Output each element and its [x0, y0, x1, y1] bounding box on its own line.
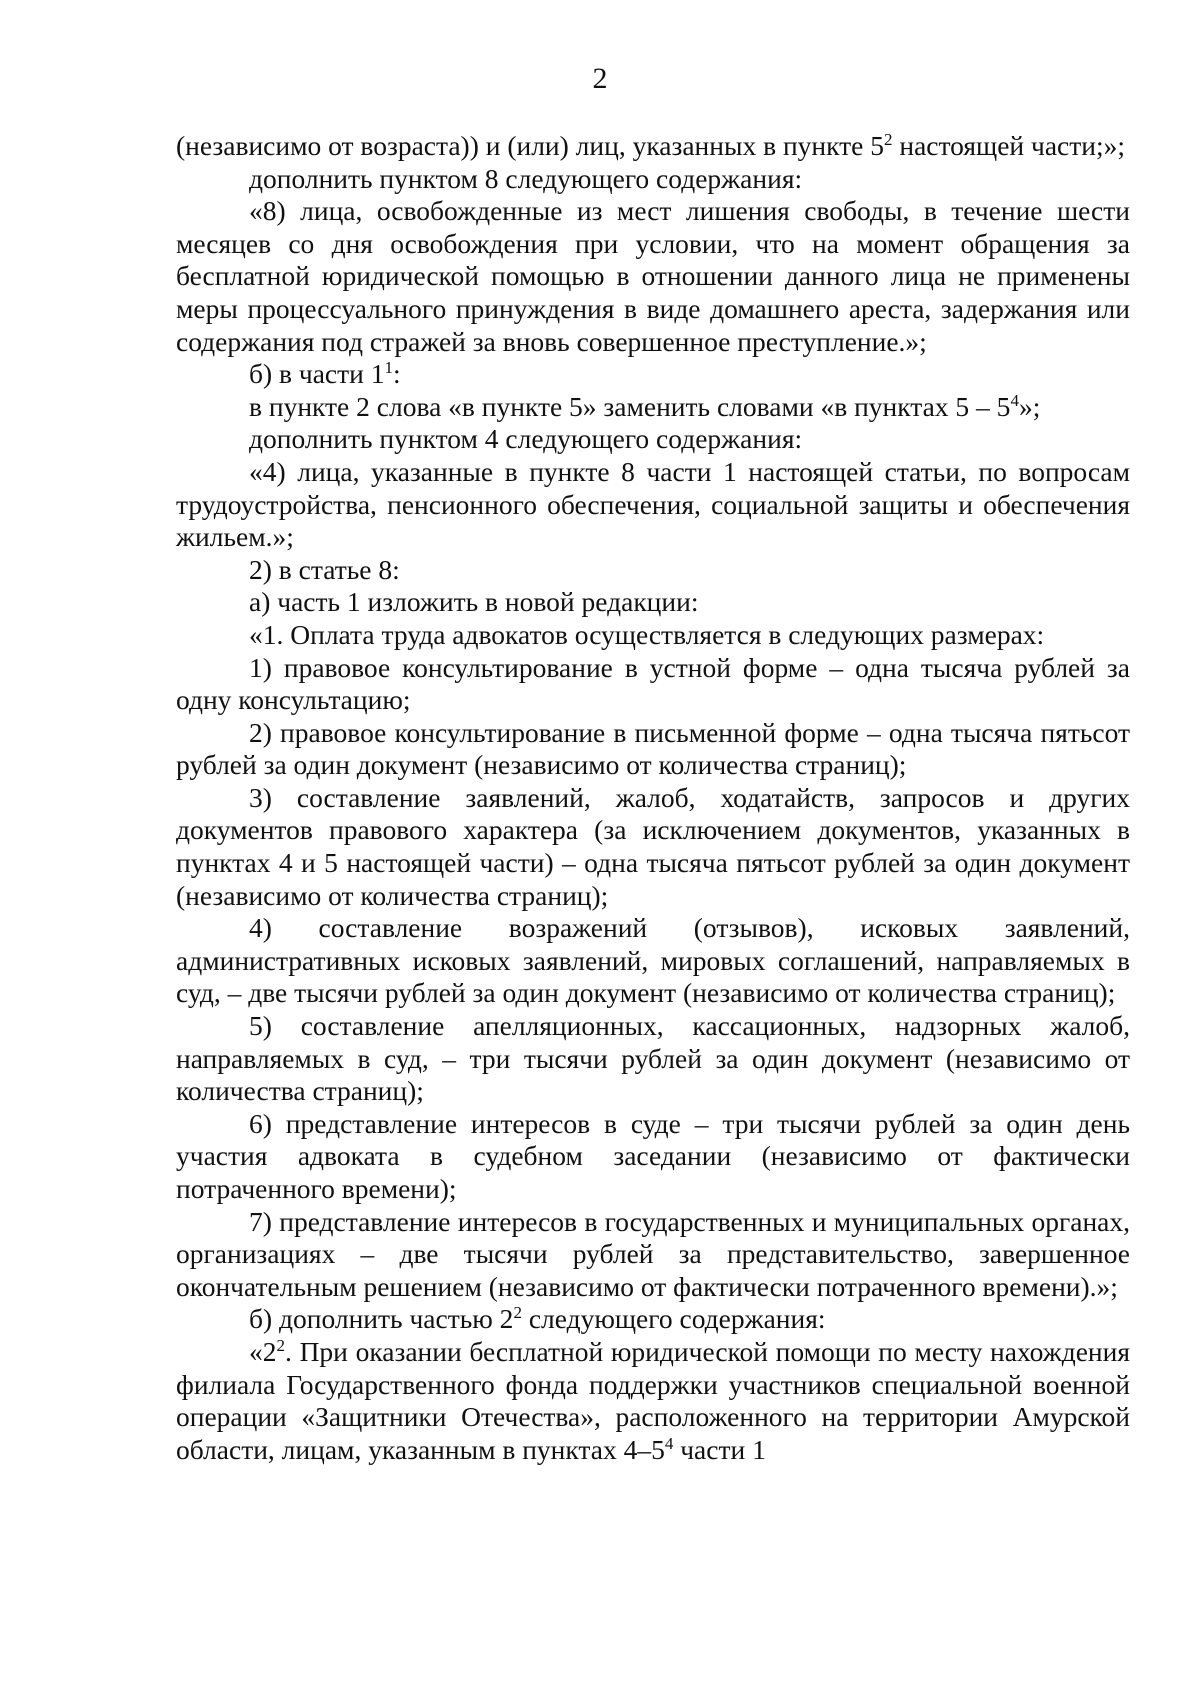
- list-item: 4) составление возражений (отзывов), исковых заявлений, административных исковых заявлений, мировых соглашений, направляемых в суд, – две тысячи рублей за один документ (независимо от количества страниц);: [176, 912, 1130, 1009]
- paragraph: «$2^2$. При оказании бесплатной юридической помощи по месту нахождения филиала Государственного фонда поддержки участников специальной военной операции «Защитники Отечества», расположенного на территории Амурской области, лицам, указанным в пунктах $4-5^4$ части 1: [176, 1335, 1130, 1465]
- page-number: 2: [592, 62, 608, 95]
- paragraph: б) в части $1^1$:: [249, 357, 401, 390]
- list-item: 3) составление заявлений, жалоб, ходатайств, запросов и других документов правового характера (за исключением документов, указанных в пунктах 4 и 5 настоящей части) – одна тысяча пятьсот рублей за один документ (независимо от количества страниц);: [176, 781, 1130, 911]
- list-item: 7) представление интересов в государственных и муниципальных органах, организациях – две тысячи рублей за представительство, завершенное окончательным решением (независимо от фактически потраченного времени).»;: [176, 1205, 1130, 1302]
- list-item: 1) правовое консультирование в устной форме – одна тысяча рублей за одну консультацию;: [176, 651, 1130, 716]
- paragraph: «4) лица, указанные в пункте 8 части 1 настоящей статьи, по вопросам трудоустройства, пенсионного обеспечения, социальной защиты и обеспечения жильем.»;: [176, 455, 1130, 553]
- paragraph: дополнить пунктом 8 следующего содержания:: [249, 162, 803, 194]
- paragraph: «1. Оплата труда адвокатов осуществляется в следующих размерах:: [249, 618, 1045, 650]
- list-item: 6) представление интересов в суде – три тысячи рублей за один день участия адвоката в судебном заседании (независимо от фактически потраченного времени);: [176, 1107, 1130, 1204]
- list-item: 5) составление апелляционных, кассационных, надзорных жалоб, направляемых в суд, – три тысячи рублей за один документ (независимо от количества страниц);: [176, 1010, 1130, 1107]
- paragraph: в пункте 2 слова «в пункте 5» заменить словами «в пунктах $5 - 5^4$»;: [249, 390, 1041, 422]
- paragraph: дополнить пунктом 4 следующего содержания:: [249, 423, 803, 455]
- document-body: [176, 130, 1130, 1466]
- paragraph: а) часть 1 изложить в новой редакции:: [249, 586, 699, 618]
- list-item: 2) правовое консультирование в письменной форме – одна тысяча пятьсот рублей за один документ (независимо от количества страниц);: [176, 716, 1130, 781]
- paragraph: «8) лица, освобожденные из мест лишения свободы, в течение шести месяцев со дня освобождения при условии, что на момент обращения за бесплатной юридической помощью в отношении данного лица не применены меры процессуального принуждения в виде домашнего ареста, задержания или содержания под стражей за вновь совершенное преступление.»;: [176, 195, 1130, 357]
- paragraph-continuation: (независимо от возраста)) и (или) лиц, указанных в пункте $5^2$ настоящей части;»;: [176, 129, 1126, 161]
- paragraph: 2) в статье 8:: [249, 553, 400, 585]
- paragraph: б) дополнить частью $2^2$ следующего содержания:: [249, 1303, 826, 1335]
